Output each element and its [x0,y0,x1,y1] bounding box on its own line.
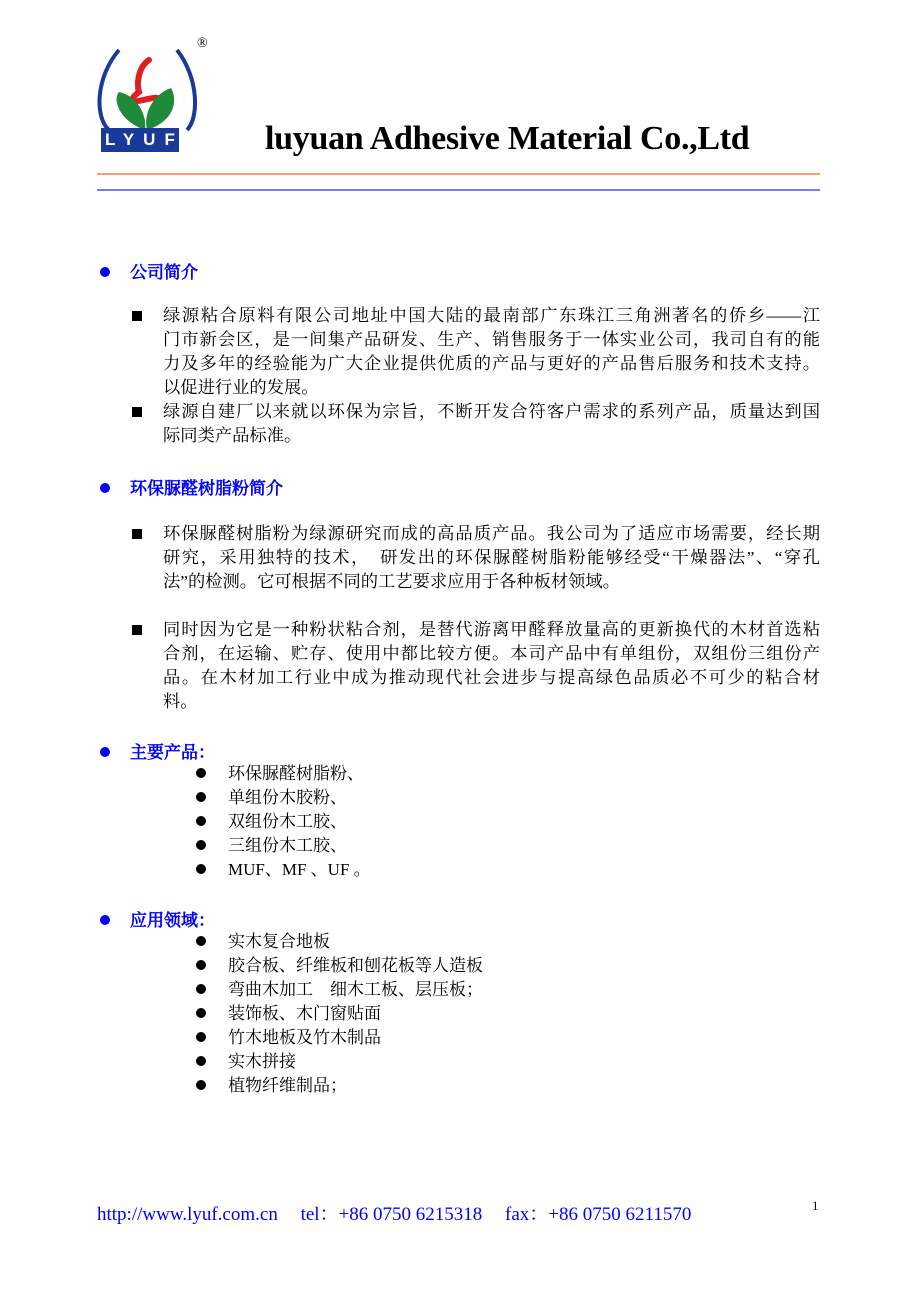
list-item-text: MUF、MF 、UF 。 [228,860,371,879]
list-item [196,1074,483,1098]
company-logo [97,38,217,156]
list-item-text: 实木拼接 [228,1052,296,1071]
list-item-text: 弯曲木加工 细木工板、层压板； [228,980,483,999]
paragraph-line: 绿源粘合原料有限公司地址中国大陆的最南部广东珠江三角洲著名的侨乡——江 [163,306,820,325]
bullet-icon [196,984,206,994]
paragraph-line: 品。在木材加工行业中成为推动现代社会进步与提高绿色品质必不可少的粘合材 [163,668,820,687]
logo-text: LYUF [105,130,184,149]
list-item [196,930,483,954]
list-item [196,834,371,858]
paragraph-line: 研究，采用独特的技术， 研发出的环保脲醛树脂粉能够经受“干燥器法”、“穿孔 [163,548,820,567]
bullet-icon [100,483,110,493]
list-item [196,786,371,810]
list-item [196,810,371,834]
list-item-text: 实木复合地板 [228,932,330,951]
bullet-list [196,930,483,1098]
paragraph-line: 力及多年的经验能为广大企业提供优质的产品与更好的产品售后服务和技术支持。 [163,354,820,373]
square-bullet-icon [132,625,142,635]
bullet-icon [196,936,206,946]
paragraph-line: 环保脲醛树脂粉为绿源研究而成的高品质产品。我公司为了适应市场需要，经长期 [163,524,820,543]
list-item [196,954,483,978]
section-heading-text: 应用领域： [130,911,215,930]
paragraph-line: 际同类产品标准。 [163,426,302,445]
header-rule-blue [97,189,820,191]
paragraph [132,618,820,714]
paragraph-line: 法”的检测。它可根据不同的工艺要求应用于各种板材领域。 [163,572,620,591]
list-item [196,762,371,786]
paragraph [132,304,820,400]
section-heading-text: 环保脲醛树脂粉简介 [130,479,283,498]
company-name: luyuan Adhesive Material Co.,Ltd [265,120,750,157]
list-item [196,978,483,1002]
list-item [196,1050,483,1074]
section-heading-text: 主要产品： [130,743,215,762]
list-item-text: 单组份木胶粉、 [228,788,347,807]
section-heading [100,906,215,931]
header-rule-orange [97,173,820,175]
bullet-icon [196,816,206,826]
paragraph [132,522,820,594]
page-number: 1 [812,1198,819,1213]
bullet-icon [196,1008,206,1018]
square-bullet-icon [132,311,142,321]
paragraph-line: 以促进行业的发展。 [163,378,319,397]
list-item [196,858,371,882]
square-bullet-icon [132,407,142,417]
paragraph-line: 合剂，在运输、贮存、使用中都比较方便。本司产品中有单组份，双组份三组份产 [163,644,820,663]
list-item-text: 环保脲醛树脂粉、 [228,764,364,783]
list-item-text: 双组份木工胶、 [228,812,347,831]
footer-contact [97,1199,709,1226]
bullet-icon [196,792,206,802]
registered-mark: ® [197,36,208,51]
section-heading-text: 公司简介 [130,263,198,282]
list-item-text: 竹木地板及竹木制品 [228,1028,381,1047]
tel-text: tel：+86 0750 6215318 [300,1204,483,1225]
bullet-icon [196,960,206,970]
bullet-icon [100,747,110,757]
section-heading [100,738,215,763]
section-heading [100,258,198,283]
website-link[interactable]: http://www.lyuf.com.cn [97,1204,278,1225]
square-bullet-icon [132,529,142,539]
bullet-icon [196,864,206,874]
bullet-icon [196,768,206,778]
paragraph-line: 同时因为它是一种粉状粘合剂，是替代游离甲醛释放量高的更新换代的木材首选粘 [163,620,820,639]
list-item-text: 三组份木工胶、 [228,836,347,855]
bullet-icon [196,1032,206,1042]
bullet-icon [100,267,110,277]
fax-text: fax：+86 0750 6211570 [505,1204,692,1225]
paragraph-line: 料。 [163,692,198,711]
paragraph-line: 门市新会区，是一间集产品研发、生产、销售服务于一体实业公司，我司自有的能 [163,330,820,349]
list-item-text: 装饰板、木门窗贴面 [228,1004,381,1023]
bullet-icon [196,1056,206,1066]
list-item [196,1002,483,1026]
paragraph [132,400,820,448]
bullet-icon [196,1080,206,1090]
section-heading [100,474,283,499]
list-item-text: 胶合板、纤维板和刨花板等人造板 [228,956,483,975]
paragraph-line: 绿源自建厂以来就以环保为宗旨，不断开发合符客户需求的系列产品，质量达到国 [163,402,820,421]
bullet-list [196,762,371,882]
list-item-text: 植物纤维制品； [228,1076,347,1095]
list-item [196,1026,483,1050]
bullet-icon [196,840,206,850]
bullet-icon [100,915,110,925]
